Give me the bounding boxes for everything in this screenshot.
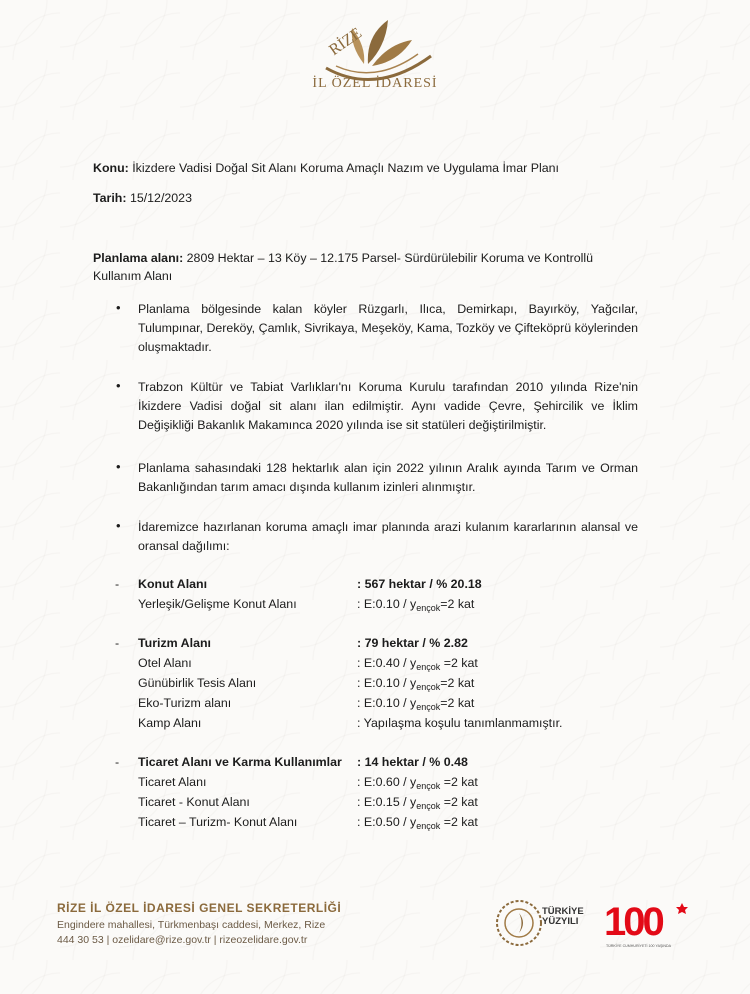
land-use-item-name: Yerleşik/Gelişme Konut Alanı xyxy=(138,597,297,611)
planning-line-2: Kullanım Alanı xyxy=(93,269,173,283)
hundred-caption: TÜRKİYE CUMHURİYETİ 100 YAŞINDA xyxy=(606,944,671,948)
dash-glyph: - xyxy=(115,577,120,591)
planning-line-1 xyxy=(93,250,593,267)
land-use-item-value: : Yapılaşma koşulu tanımlanmamıştır. xyxy=(357,716,563,730)
dash-glyph: - xyxy=(115,636,120,650)
turkiye-yuzyili-text: TÜRKİYE YÜZYILI xyxy=(542,906,584,927)
land-use-item-value: : E:0.10 / $y_{ençok}=2$ kat xyxy=(357,676,475,692)
bullet-paragraph-3: Planlama sahasındaki 128 hektarlık alan için 2022 yılının Aralık ayında Tarım ve Orman Bakanlığından tarım amacı dışında kullanım izinleri alınmıştır. xyxy=(138,461,638,494)
konu-label: Konu: xyxy=(93,161,129,175)
konu-value: İkizdere Vadisi Doğal Sit Alanı Koruma Amaçlı Nazım ve Uygulama İmar Planı xyxy=(128,161,559,175)
land-use-item-name: Eko-Turizm alanı xyxy=(138,696,232,710)
footer-address: Engindere mahallesi, Türkmenbaşı caddesi, Merkez, Rize xyxy=(57,919,326,931)
land-use-item-value: : E:0.10 / $y_{ençok}=2$ kat xyxy=(357,597,475,613)
land-use-item-value: : E:0.50 / $y_{ençok} =2$ kat xyxy=(357,815,478,831)
bullet-glyph: • xyxy=(116,518,121,533)
ticaret-title: Ticaret Alanı ve Karma Kullanımlar xyxy=(138,755,342,769)
bullet-glyph: • xyxy=(116,378,121,393)
konut-value: : 567 hektar / % 20.18 xyxy=(357,577,482,591)
planning-value: 2809 Hektar – 13 Köy – 12.175 Parsel- Sürdürülebilir Koruma ve Kontrollü xyxy=(183,251,594,265)
land-use-item-name: Otel Alanı xyxy=(138,656,192,670)
bullet-paragraph-4: İdaremizce hazırlanan koruma amaçlı imar planında arazi kulanım kararlarının alansal ve oransal dağılımı: xyxy=(138,520,638,553)
konut-title: Konut Alanı xyxy=(138,577,208,591)
land-use-item-value: : E:0.40 / $y_{ençok} =2$ kat xyxy=(357,656,478,672)
land-use-item-value: : E:0.15 / $y_{ençok} =2$ kat xyxy=(357,795,478,811)
land-use-item-name: Ticaret - Konut Alanı xyxy=(138,795,250,809)
land-use-item-name: Kamp Alanı xyxy=(138,716,202,730)
bullet-glyph: • xyxy=(116,459,121,474)
land-use-item-name: Ticaret – Turizm- Konut Alanı xyxy=(138,815,298,829)
turkiye-yuzyili-emblem-icon xyxy=(494,898,544,948)
bullet-glyph: • xyxy=(116,300,121,315)
bullet-paragraph-1: Planlama bölgesinde kalan köyler Rüzgarlı, Ilıca, Demirkapı, Bayırköy, Yağcılar, Tulumpınar, Dereköy, Çamlık, Sivrikaya, Meşeköy, Kama, Tozköy ve Çifteköprü köylerinden oluşmaktadır. xyxy=(138,302,638,354)
turizm-value: : 79 hektar / % 2.82 xyxy=(357,636,468,650)
planning-label: Planlama alanı: xyxy=(93,251,184,265)
dash-glyph: - xyxy=(115,755,120,769)
land-use-item-name: Ticaret Alanı xyxy=(138,775,207,789)
hundred-years-logo-icon xyxy=(604,895,700,951)
konu-line xyxy=(93,160,559,177)
land-use-item-value: : E:0.10 / $y_{ençok}=2$ kat xyxy=(357,696,475,712)
bullet-paragraph-2: Trabzon Kültür ve Tabiat Varlıkları'nı Koruma Kurulu tarafından 2010 yılında Rize'nin İkizdere Vadisi doğal sit alanı ilan edilmiştir. Aynı vadide Çevre, Şehircilik ve İklim Değişikliği Bakanlık Makamınca 2020 yılında ise sit statüleri değiştirilmiştir. xyxy=(138,380,638,432)
org-name: İL ÖZEL İDARESİ xyxy=(312,76,438,91)
land-use-item-name: Günübirlik Tesis Alanı xyxy=(138,676,257,690)
land-use-item-value: : E:0.60 / $y_{ençok} =2$ kat xyxy=(357,775,478,791)
tarih-value: 15/12/2023 xyxy=(126,191,192,205)
tarih-line xyxy=(93,190,192,207)
tarih-label: Tarih: xyxy=(93,191,127,205)
ticaret-value: : 14 hektar / % 0.48 xyxy=(357,755,468,769)
footer-contact: 444 30 53 | ozelidare@rize.gov.tr | rizeozelidare.gov.tr xyxy=(57,934,308,946)
footer-title: RİZE İL ÖZEL İDARESİ GENEL SEKRETERLİĞİ xyxy=(57,901,342,915)
logo-word: RİZE xyxy=(326,24,366,60)
hundred-text: 100 xyxy=(604,900,662,944)
turizm-title: Turizm Alanı xyxy=(138,636,211,650)
